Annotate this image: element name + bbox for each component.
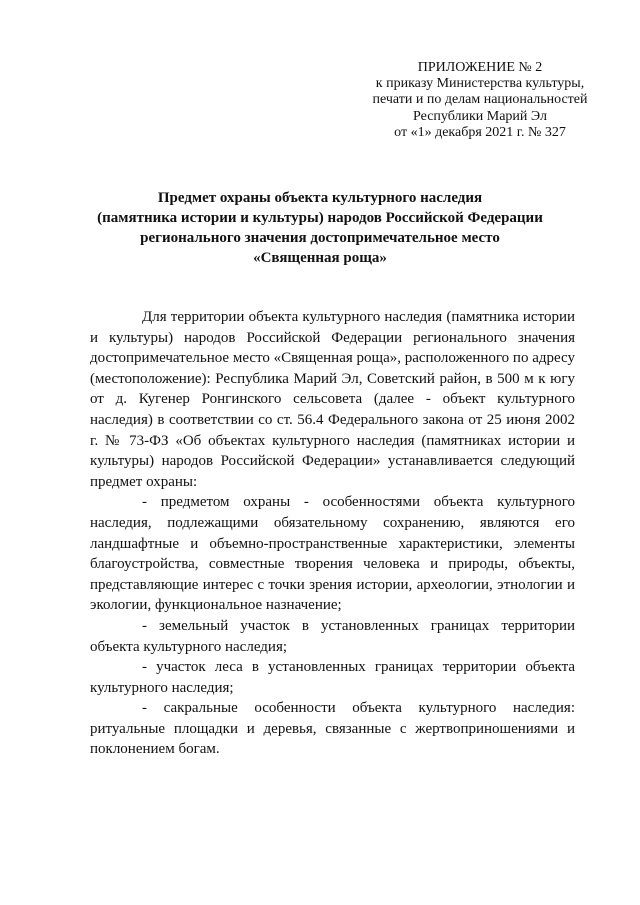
document-body: [90, 307, 575, 760]
appendix-line-4: от «1» декабря 2021 г. № 327: [394, 124, 566, 140]
appendix-line-2: печати и по делам национальностей: [372, 92, 588, 108]
title-line-3: регионального значения достопримечательное место: [140, 230, 500, 246]
protection-item-2: - земельный участок в установленных границах территории объекта культурного наследия;: [90, 617, 575, 655]
protection-item-4: - сакральные особенности объекта культурного наследия: ритуальные площадки и деревья, связанные с жертвоприношениями и поклонением богам.: [90, 700, 575, 758]
protection-item-3: - участок леса в установленных границах территории объекта культурного наследия;: [90, 659, 575, 696]
appendix-line-1: к приказу Министерства культуры,: [375, 76, 585, 92]
document-title: [40, 188, 600, 268]
appendix-header: [360, 60, 600, 141]
intro-paragraph: Для территории объекта культурного наследия (памятника истории и культуры) народов Российской Федерации регионального значения достопримечательное место «Священная роща», расположенного по адресу (местоположение): Республика Марий Эл, Советский район, в 500 м к югу от д. Кугенер Ронгинского сельсовета (далее - объект культурного наследия) в соответствии со ст. 56.4 Федерального закона от 25 июня 2002 г. № 73-ФЗ «Об объектах культурного наследия (памятниках истории и культуры) народов Российской Федерации» устанавливается следующий предмет охраны:: [90, 309, 575, 490]
appendix-line-3: Республики Марий Эл: [413, 108, 547, 124]
protection-item-1: - предметом охраны - особенностями объекта культурного наследия, подлежащими обязательному сохранению, являются его ландшафтные и объемно-пространственные характеристики, элементы благоустройства, совместные творения человека и природы, объекты, представляющие интерес с точки зрения истории, археологии, этнологии и экологии, функциональное назначение;: [90, 494, 575, 614]
title-line-1: Предмет охраны объекта культурного наследия: [157, 190, 483, 206]
appendix-title: ПРИЛОЖЕНИЕ № 2: [417, 60, 543, 75]
title-line-4: «Священная роща»: [253, 250, 387, 266]
title-line-2: (памятника истории и культуры) народов Российской Федерации: [97, 210, 543, 226]
